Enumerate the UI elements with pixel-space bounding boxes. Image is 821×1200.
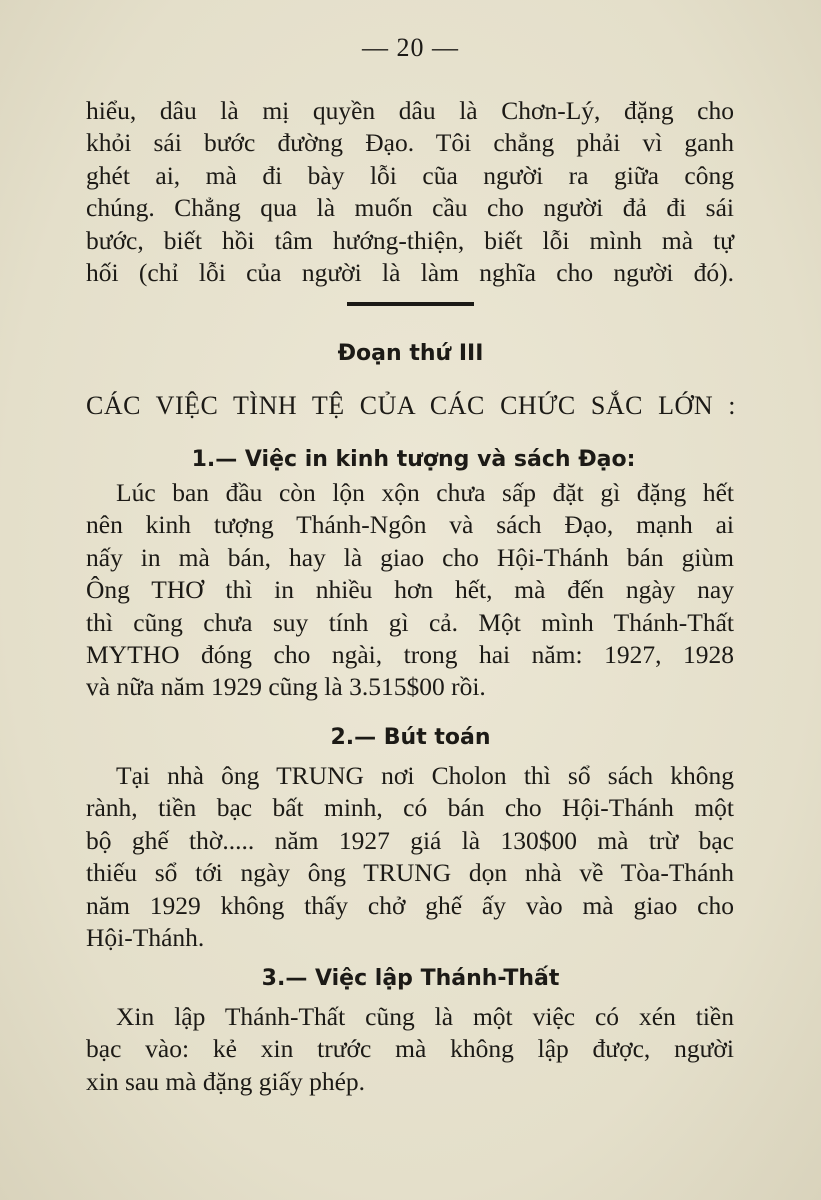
text-line: Lúc ban đầu còn lộn xộn chưa sấp đặt gì đặng hết xyxy=(116,478,734,507)
item-1-paragraph xyxy=(86,477,734,704)
item-3-title: 3.— Việc lập Thánh-Thất xyxy=(261,966,560,991)
text-line: Xin lập Thánh-Thất cũng là một việc có xén tiền xyxy=(116,1002,734,1031)
text-line: Ông THƠ thì in nhiều hơn hết, mà đến ngày nay xyxy=(86,575,734,605)
text-line: Hội-Thánh. xyxy=(86,923,205,953)
page-number: — 20 — xyxy=(362,33,459,62)
text-line: Tại nhà ông TRUNG nơi Cholon thì sổ sách không xyxy=(116,761,734,790)
section-heading: CÁC VIỆC TÌNH TỆ CỦA CÁC CHỨC SẮC LỚN : xyxy=(86,391,736,420)
item-1-title: 1.— Việc in kinh tượng và sách Đạo: xyxy=(191,447,636,472)
text-line: bạc vào: kẻ xin trước mà không lập được, người xyxy=(86,1034,734,1064)
text-line: khỏi sái bước đường Đạo. Tôi chẳng phải vì ganh xyxy=(86,128,734,158)
item-2-paragraph xyxy=(86,760,734,954)
text-line: nấy in mà bán, hay là giao cho Hội-Thánh bán giùm xyxy=(86,542,734,572)
text-line: thiếu sổ tới ngày ông TRUNG dọn nhà về Tòa-Thánh xyxy=(86,858,734,888)
text-line: MYTHO đóng cho ngài, trong hai năm: 1927, 1928 xyxy=(86,640,734,670)
item-3-paragraph xyxy=(86,1001,734,1098)
text-line: nên kinh tượng Thánh-Ngôn và sách Đạo, mạnh ai xyxy=(86,510,734,540)
text-line: thì cũng chưa suy tính gì cả. Một mình Thánh-Thất xyxy=(86,607,734,637)
text-line: ghét ai, mà đi bày lỗi cũa người ra giữa công xyxy=(86,160,734,190)
text-line: bước, biết hồi tâm hướng-thiện, biết lỗi mình mà tự xyxy=(86,225,734,255)
text-line: chúng. Chẳng qua là muốn cầu cho người đả đi sái xyxy=(86,193,734,223)
intro-paragraph xyxy=(86,95,734,289)
text-line: hiểu, dâu là mị quyền dâu là Chơn-Lý, đặng cho xyxy=(86,96,734,125)
item-2-title: 2.— Bút toán xyxy=(330,725,491,750)
text-line: và nữa năm 1929 cũng là 3.515$00 rồi. xyxy=(86,672,486,702)
section-divider xyxy=(347,302,474,306)
text-line: hối (chỉ lỗi của người là làm nghĩa cho người đó). xyxy=(86,258,734,288)
section-title: Đoạn thứ III xyxy=(337,341,484,366)
text-line: xin sau mà đặng giấy phép. xyxy=(86,1066,366,1096)
text-line: năm 1929 không thấy chở ghế ấy vào mà giao cho xyxy=(86,890,734,920)
text-line: bộ ghế thờ..... năm 1927 giá là 130$00 mà trừ bạc xyxy=(86,825,734,855)
text-line: rành, tiền bạc bất minh, có bán cho Hội-Thánh một xyxy=(86,793,734,823)
